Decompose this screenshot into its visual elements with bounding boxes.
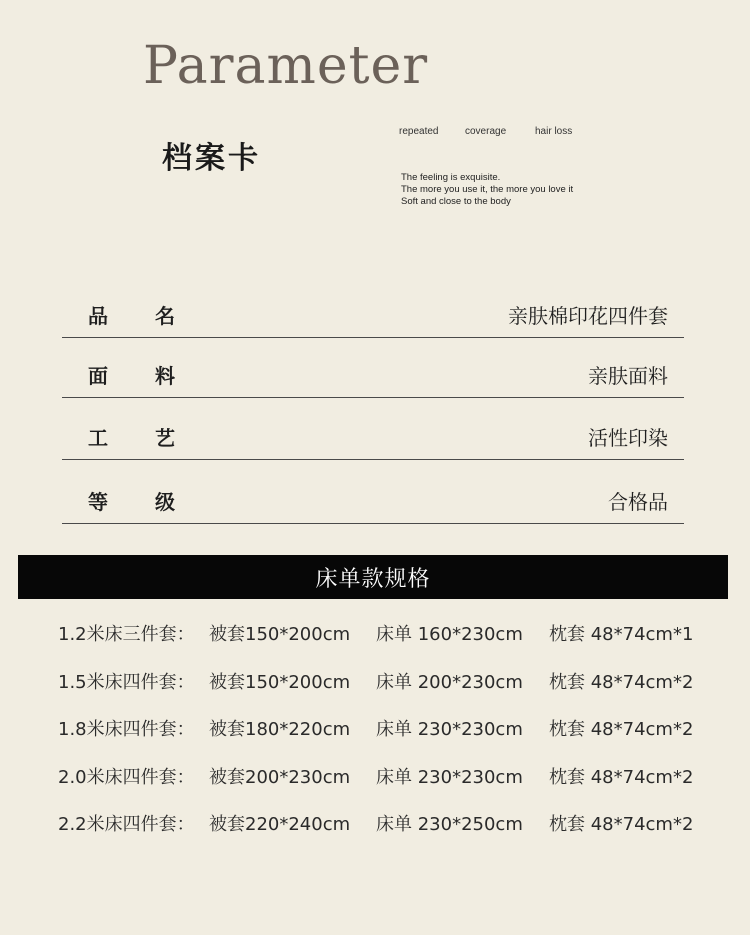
tagline-line: The feeling is exquisite. [401, 172, 501, 183]
spec-sheet: 床单 230*250cm [376, 814, 523, 835]
param-row-grade [62, 460, 684, 524]
spec-sheet: 床单 230*230cm [376, 719, 523, 740]
spec-sheet: 床单 200*230cm [376, 671, 523, 693]
spec-row [58, 751, 738, 799]
spec-duvet: 被套150*200cm [209, 624, 351, 645]
page-subtitle: 档案卡 [162, 141, 261, 176]
spec-pillow: 枕套 48*74cm*2 [549, 671, 694, 693]
spec-list [58, 608, 738, 846]
spec-pillow: 枕套 48*74cm*2 [549, 766, 694, 788]
param-row-fabric [62, 338, 684, 398]
param-row-craft [62, 398, 684, 460]
spec-row [58, 656, 738, 704]
param-label: 等 级 [88, 490, 195, 514]
param-label: 工 艺 [88, 426, 195, 450]
param-value: 亲肤棉印花四件套 [508, 304, 668, 328]
param-value: 活性印染 [588, 426, 668, 450]
tag-hair-loss: hair loss [535, 126, 573, 137]
page-title: Parameter [143, 36, 429, 96]
spec-size: 2.0米床四件套： [58, 766, 195, 788]
tagline-line: The more you use it, the more you love it [401, 184, 574, 195]
spec-row [58, 608, 738, 656]
parameter-table [62, 290, 684, 524]
spec-duvet: 被套150*200cm [209, 671, 351, 693]
tag-coverage: coverage [465, 126, 507, 137]
param-label: 品 名 [88, 304, 195, 328]
spec-sheet: 床单 230*230cm [376, 766, 523, 788]
spec-banner: 床单款规格 [18, 555, 728, 599]
param-label: 面 料 [88, 364, 195, 388]
tagline-line: Soft and close to the body [401, 196, 511, 207]
tagline [401, 172, 573, 208]
param-value: 合格品 [608, 490, 668, 514]
spec-size: 2.2米床四件套： [58, 814, 195, 835]
spec-size: 1.8米床四件套： [58, 719, 195, 740]
spec-sheet: 床单 160*230cm [376, 624, 523, 645]
spec-pillow: 枕套 48*74cm*2 [549, 814, 694, 835]
spec-pillow: 枕套 48*74cm*2 [549, 719, 694, 740]
spec-duvet: 被套200*230cm [209, 766, 351, 788]
spec-duvet: 被套220*240cm [209, 814, 351, 835]
param-value: 亲肤面料 [588, 364, 668, 388]
spec-row [58, 703, 738, 751]
tag-repeated: repeated [399, 126, 439, 137]
spec-size: 1.5米床四件套： [58, 671, 195, 693]
param-row-product-name [62, 290, 684, 338]
spec-duvet: 被套180*220cm [209, 719, 351, 740]
spec-row [58, 798, 738, 846]
spec-pillow: 枕套 48*74cm*1 [549, 624, 694, 645]
spec-size: 1.2米床三件套： [58, 624, 195, 645]
